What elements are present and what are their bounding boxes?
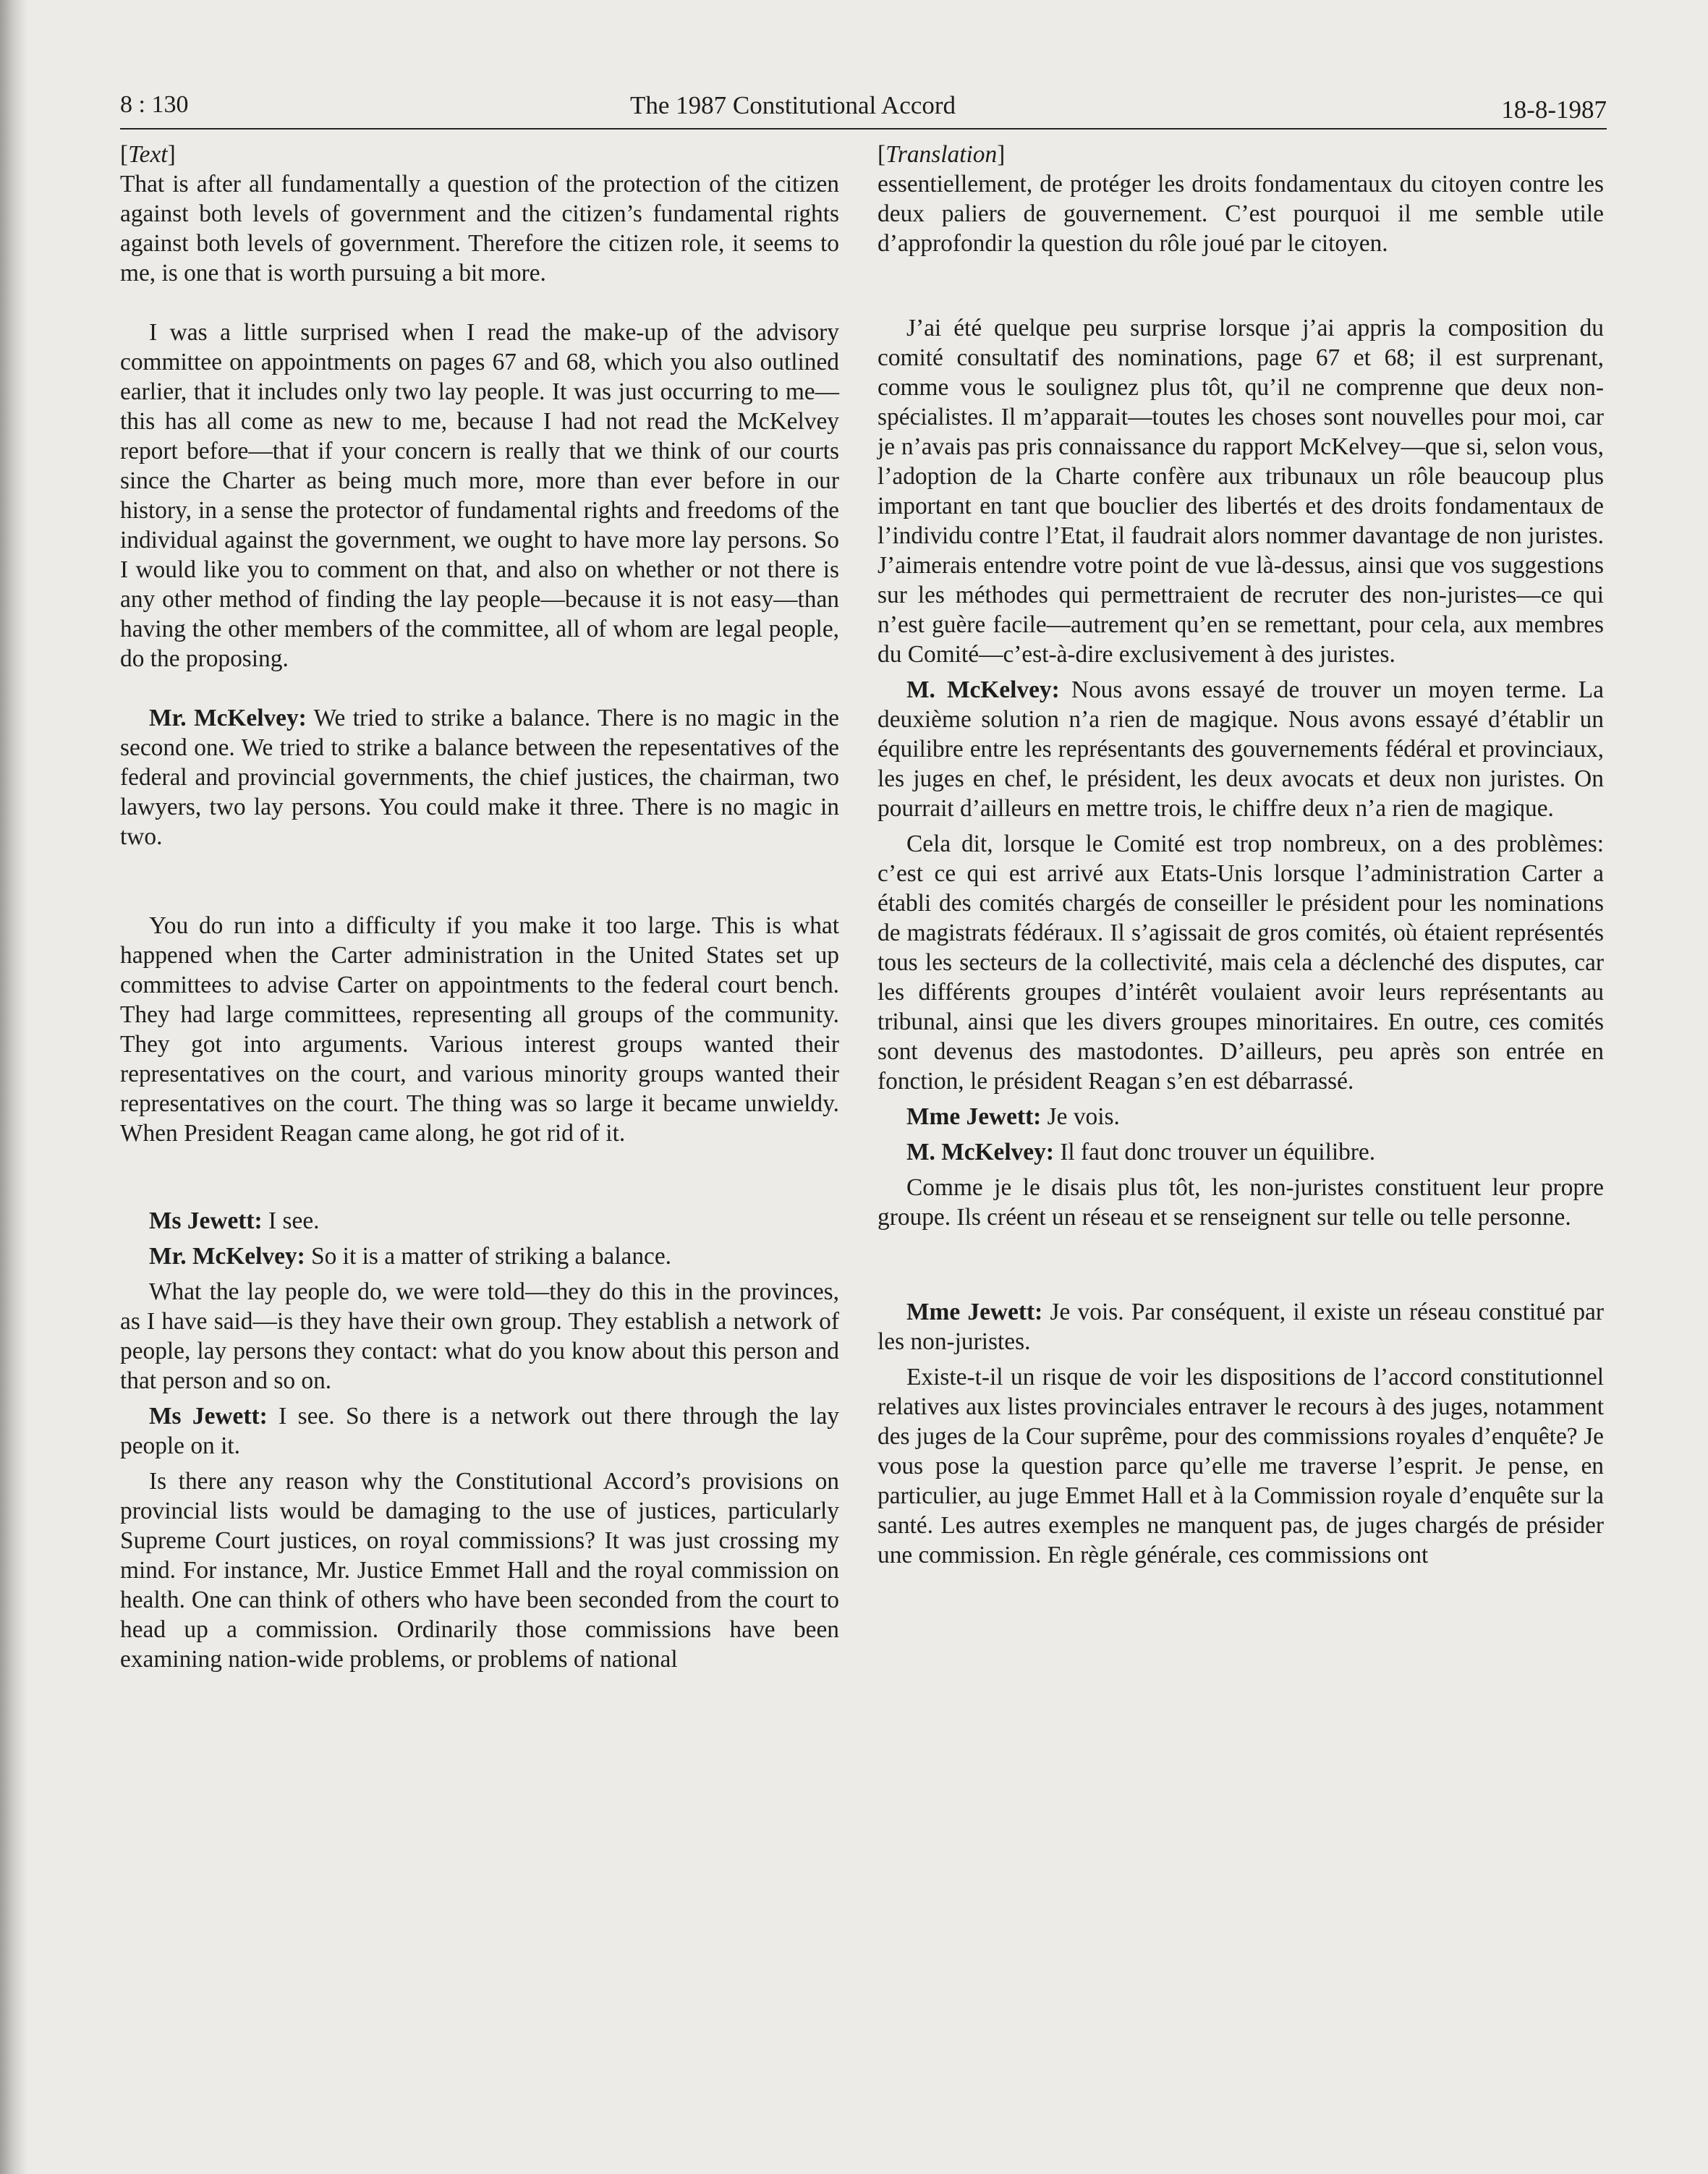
paragraph: Is there any reason why the Constitutional Accord’s provisions on provincial lists would be damaging to the use of justices, particularly Supreme Court justices, on royal commissions? It was just crossing my mind. For instance, Mr. Justice Emmet Hall and the royal commission on health. One can think of others who have been seconded from the court to head up a commission. Ordinarily those commissions have been examining nation-wide problems, or problems of national (120, 1468, 839, 1673)
paragraph: Ms Jewett: I see. (149, 1207, 320, 1234)
speaker-name: Mr. McKelvey: (149, 705, 307, 731)
page-header (120, 85, 1607, 130)
paragraph: I was a little surprised when I read the make-up of the advisory committee on appointments on pages 67 and 68, which you also outlined earlier, that it includes only two lay people. It was just occurring to me—this has all come as new to me, because I had not read the McKelvey report before—that if your concern is really that we think of our courts since the Charter as being much more, more than ever before in our history, in a sense the protector of fundamental rights and freedoms of the individual against the government, we ought to have more lay persons. So I would like you to comment on that, and also on whether or not there is any other method of finding the lay people—because it is not easy—than having the other members of the committee, all of whom are legal people, do the proposing. (120, 319, 839, 672)
paragraph: What the lay people do, we were told—they do this in the provinces, as I have said—is they have their own group. They establish a network of people, lay persons they contact: what do you know about this person and that person and so on. (120, 1278, 839, 1394)
paragraph: Mme Jewett: Je vois. (906, 1103, 1120, 1130)
speaker-name: Mr. McKelvey: (149, 1243, 305, 1270)
speaker-name: M. McKelvey: (906, 676, 1060, 703)
french-column (878, 140, 1604, 1570)
english-column (120, 140, 839, 1674)
translation-label: [Translation] (878, 141, 1006, 168)
paragraph: Cela dit, lorsque le Comité est trop nombreux, on a des problèmes: c’est ce qui est arrivé aux Etats-Unis lorsque l’administration Carter a établi des comités chargés de conseiller le président pour les nominations de magistrats fédéraux. Il s’agissait de gros comités, où étaient représentés tous les secteurs de la collectivité, mais cela a déclenché des disputes, car les différents groupes d’intérêt voulaient avoir leurs représentants au tribunal, ainsi que les divers groupes minoritaires. En outre, ces comités sont devenus des mastodontes. D’ailleurs, peu après son entrée en fonction, le président Reagan s’en est débarrassé. (878, 831, 1604, 1095)
paragraph: essentiellement, de protéger les droits fondamentaux du citoyen contre les deux paliers de gouvernement. C’est pourquoi il me semble utile d’approfondir la question du rôle joué par le citoyen. (878, 171, 1604, 257)
document-title: The 1987 Constitutional Accord (629, 91, 956, 119)
paragraph: Comme je le disais plus tôt, les non-juristes constituent leur propre groupe. Ils créent un réseau et se renseignent sur telle ou telle personne. (878, 1174, 1604, 1231)
paragraph: You do run into a difficulty if you make it too large. This is what happened when the Carter administration in the United States set up committees to advise Carter on appointments to the federal court bench. They had large committees, representing all groups of the community. They got into arguments. Various interest groups wanted their representatives on the court, and various minority groups wanted their representatives on the court. The thing was so large it became unwieldy. When President Reagan came along, he got rid of it. (120, 912, 839, 1147)
speaker-name: Mme Jewett: (906, 1299, 1043, 1325)
speaker-name: Ms Jewett: (149, 1207, 263, 1234)
page-number: 8 : 130 (120, 91, 189, 118)
paragraph: M. McKelvey: Nous avons essayé de trouver un moyen terme. La deuxième solution n’a rien de magique. Nous avons essayé d’établir un équilibre entre les représentants des gouvernements fédéral et provinciaux, les juges en chef, le président, les deux avocats et deux non juristes. On pourrait d’ailleurs en mettre trois, le chiffre deux n’a rien de magique. (878, 676, 1604, 822)
header-rule (120, 128, 1607, 129)
paragraph: Mme Jewett: Je vois. Par conséquent, il existe un réseau constitué par les non-juristes. (878, 1299, 1604, 1355)
speaker-name: Mme Jewett: (906, 1103, 1042, 1130)
speaker-name: Ms Jewett: (149, 1403, 268, 1430)
paragraph: M. McKelvey: Il faut donc trouver un équilibre. (906, 1139, 1376, 1165)
paragraph: That is after all fundamentally a question of the protection of the citizen against both levels of government and the citizen’s fundamental rights against both levels of government. Therefore the citizen role, it seems to me, is one that is worth pursuing a bit more. (120, 171, 839, 286)
paragraph: Mr. McKelvey: We tried to strike a balance. There is no magic in the second one. We tried to strike a balance between the repesentatives of the federal and provincial governments, the chief justices, the chairman, two lawyers, two lay persons. You could make it three. There is no magic in two. (120, 705, 840, 850)
text-label: [Text] (120, 141, 176, 168)
paragraph: Ms Jewett: I see. So there is a network out there through the lay people on it. (120, 1403, 839, 1459)
paragraph: J’ai été quelque peu surprise lorsque j’ai appris la composition du comité consultatif des nominations, page 67 et 68; il est surprenant, comme vous le soulignez plus tôt, qu’il ne comprenne que deux non-spécialistes. Il m’apparait—toutes les choses sont nouvelles pour moi, car je n’avais pas pris connaissance du rapport McKelvey—que si, selon vous, l’adoption de la Charte confère aux tribunaux un rôle beaucoup plus important en tant que bouclier des libertés et des droits fondamentaux de l’individu contre l’Etat, il faudrait alors nommer davantage de non juristes. J’aimerais entendre votre point de vue là-dessus, ainsi que vos suggestions sur les méthodes qui permettraient de recruter des non-juristes—ce qui n’est guère facile—autrement qu’en se remettant, pour cela, aux membres du Comité—c’est-à-dire exclusivement à des juristes. (878, 315, 1604, 668)
paragraph: Existe-t-il un risque de voir les dispositions de l’accord constitutionnel relatives aux listes provinciales entraver le recours à des juges, notamment des juges de la Cour suprême, pour des commissions royales d’enquête? Je vous pose la question parce qu’elle me traverse l’esprit. Je pense, en particulier, au juge Emmet Hall et à la Commission royale d’enquête sur la santé. Les autres exemples ne manquent pas, de juges chargés de présider une commission. En règle générale, ces commissions ont (878, 1364, 1604, 1568)
speaker-name: M. McKelvey: (906, 1139, 1054, 1165)
paragraph: Mr. McKelvey: So it is a matter of striking a balance. (149, 1243, 672, 1270)
document-date: 18-8-1987 (1501, 95, 1607, 124)
binding-shadow (0, 0, 27, 2174)
